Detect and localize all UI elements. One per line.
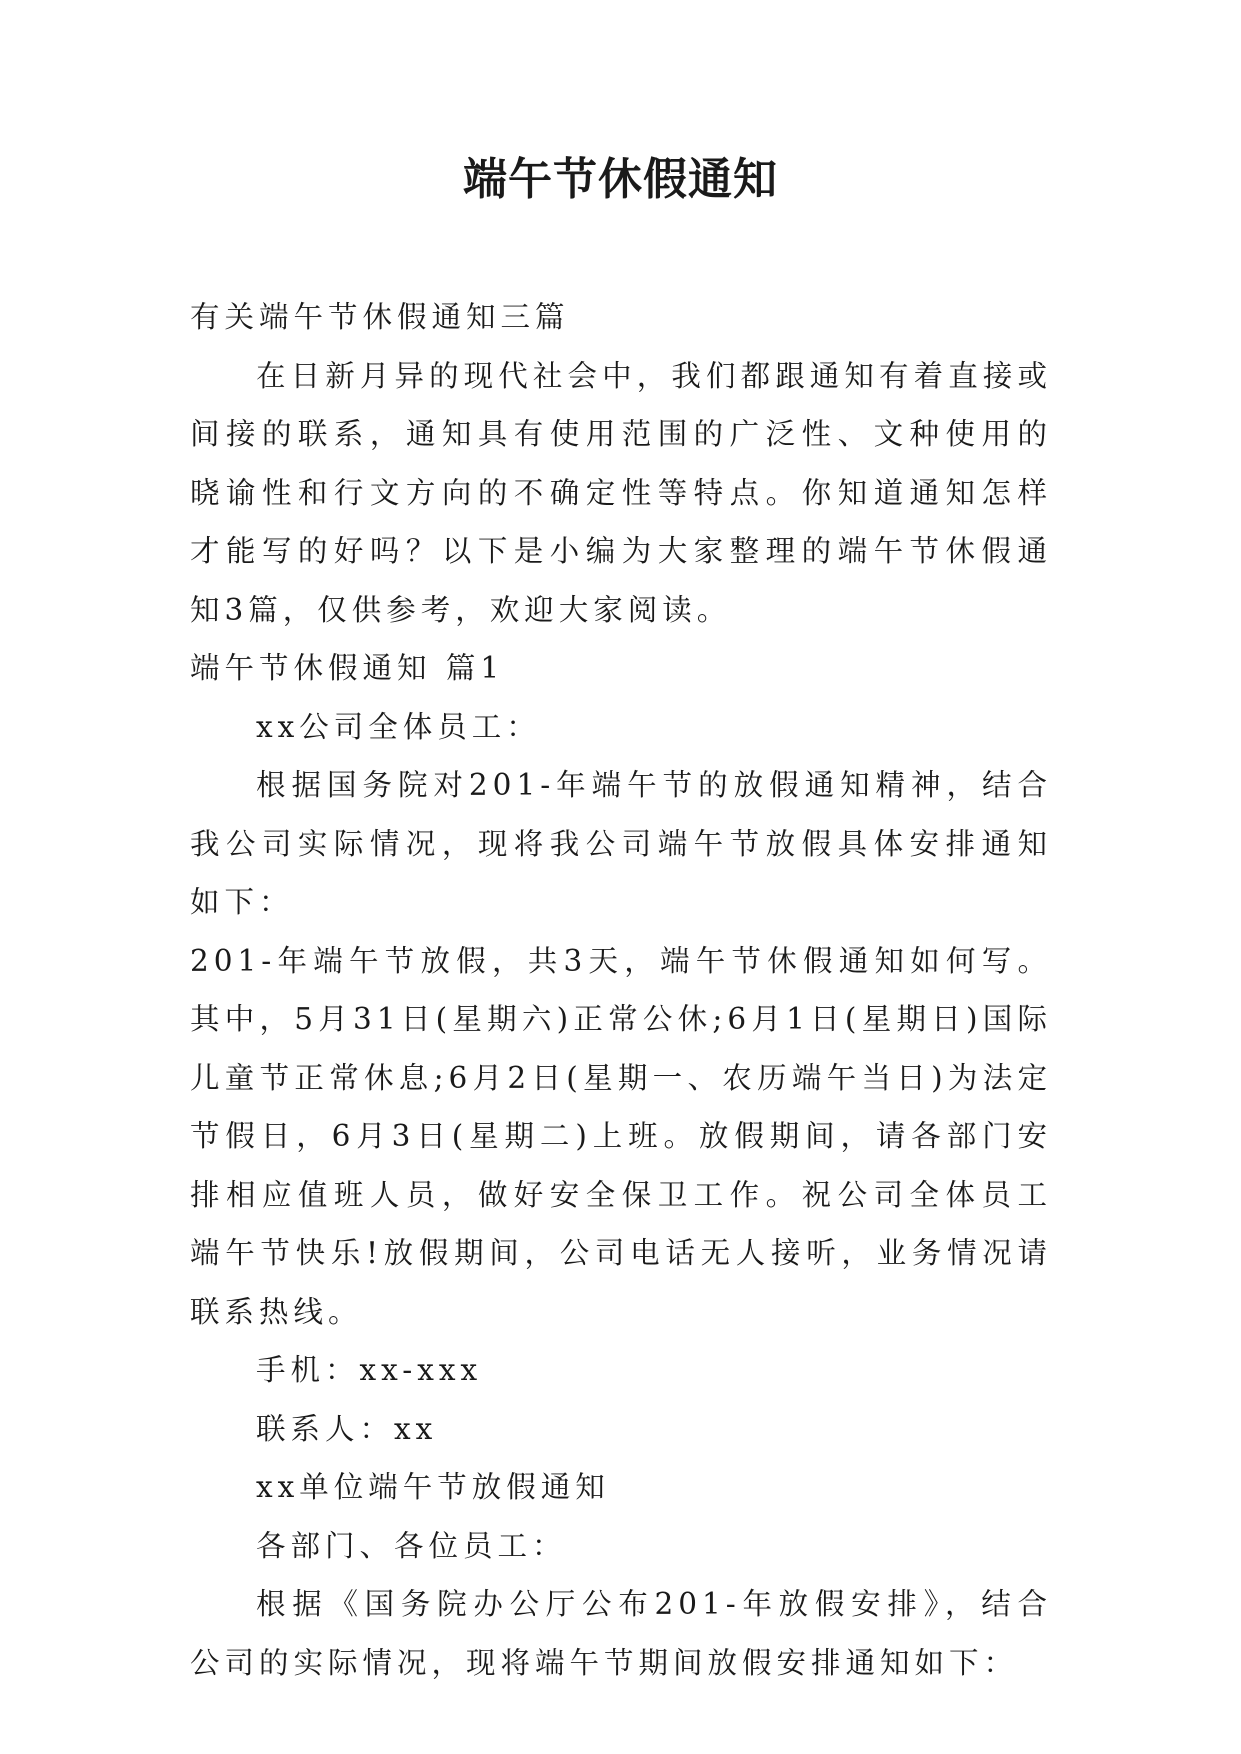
notice-paragraph: 根据国务院对201-年端午节的放假通知精神，结合我公司实际情况，现将我公司端午节放假具体安排通知如下：	[190, 768, 1052, 919]
document-title: 端午节休假通知	[463, 154, 778, 205]
phone-line: 手机：xx-xxx	[256, 1353, 483, 1387]
contact-line: 联系人：xx	[256, 1411, 438, 1446]
document-body	[190, 288, 1052, 1692]
section-heading: 端午节休假通知 篇1	[190, 651, 505, 685]
schedule-paragraph: 201-年端午节放假，共3天，端午节休假通知如何写。其中，5月31日(星期六)正常公休;6月1日(星期日)国际儿童节正常休息;6月2日(星期一、农历端午当日)为法定节假日，6月3日(星期二)上班。放假期间，请各部门安排相应值班人员，做好安全保卫工作。祝公司全体员工端午节快乐!放假期间，公司电话无人接听，业务情况请联系热线。	[190, 943, 1052, 1329]
subtitle-paragraph: 有关端午节休假通知三篇	[190, 300, 570, 334]
salutation-paragraph: xx公司全体员工：	[256, 709, 541, 744]
second-notice-paragraph: 根据《国务院办公厅公布201-年放假安排》，结合公司的实际情况，现将端午节期间放假安排通知如下：	[190, 1587, 1052, 1680]
second-notice-title: xx单位端午节放假通知	[256, 1470, 610, 1504]
second-salutation: 各部门、各位员工：	[256, 1528, 567, 1563]
intro-paragraph: 在日新月异的现代社会中，我们都跟通知有着直接或间接的联系，通知具有使用范围的广泛性、文种使用的晓谕性和行文方向的不确定性等特点。你知道通知怎样才能写的好吗？以下是小编为大家整理的端午节休假通知3篇，仅供参考，欢迎大家阅读。	[190, 358, 1052, 627]
